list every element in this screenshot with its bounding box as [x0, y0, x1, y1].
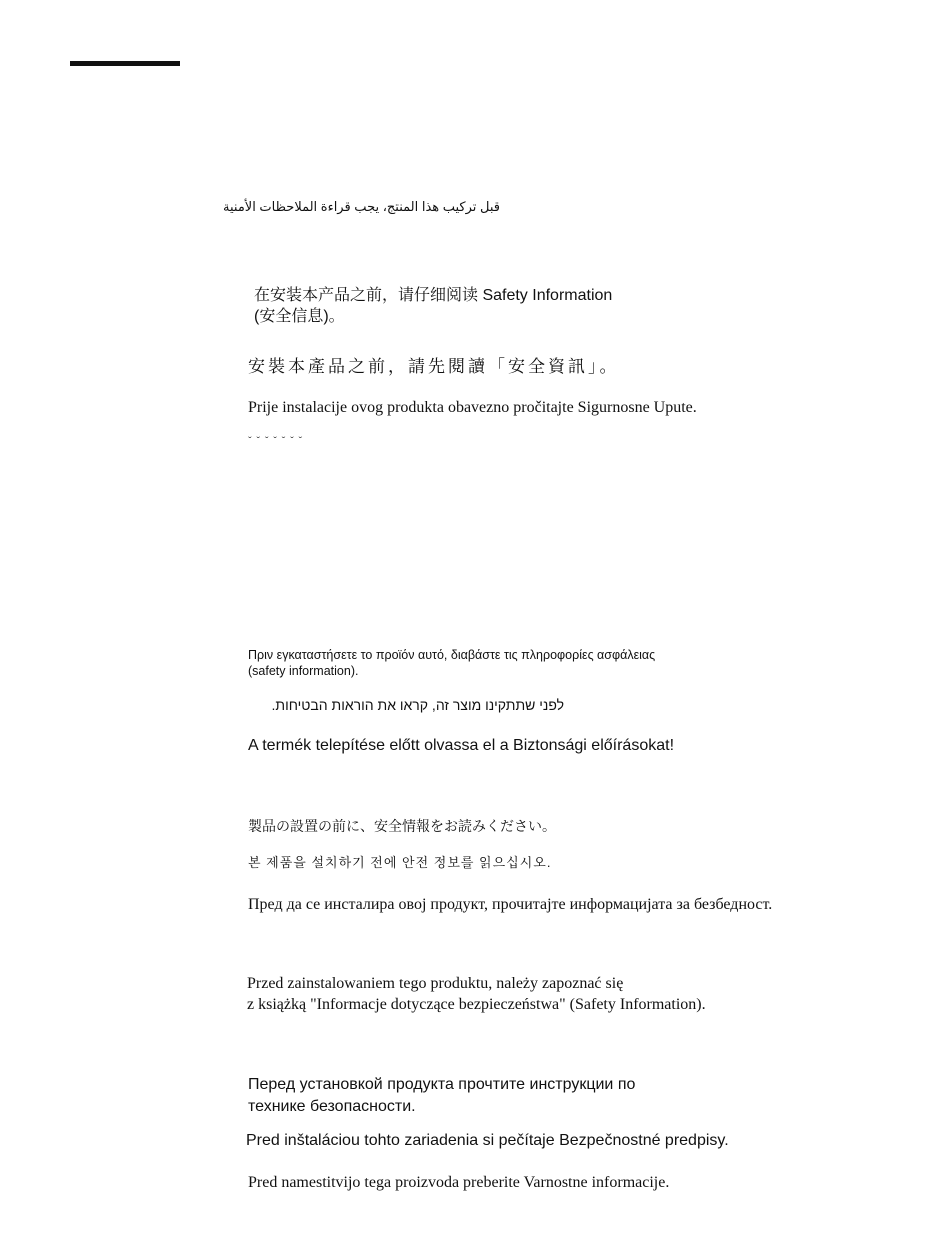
notice-greek-line-2: (safety information). — [248, 664, 359, 679]
notice-polish — [247, 974, 706, 1016]
notice-croatian: Prije instalacije ovog produkta obavezno pročitajte Sigurnosne Upute. — [248, 399, 697, 416]
notice-hebrew: לפני שתתקינו מוצר זה, קראו את הוראות הבטיחות. — [271, 697, 564, 713]
notice-polish-line-1: Przed zainstalowaniem tego produktu, należy zapoznać się — [247, 975, 624, 992]
notice-russian-line-1: Перед установкой продукта прочтите инструкции по — [248, 1076, 636, 1093]
notice-korean: 본 제품을 설치하기 전에 안전 정보를 읽으십시오. — [248, 855, 552, 870]
notice-greek-line-1: Πριν εγκαταστήσετε το προϊόν αυτό, διαβάστε τις πληροφορίες ασφάλειας — [248, 648, 656, 662]
notice-polish-line-2: z książką "Informacje dotyczące bezpieczeństwa" (Safety Information). — [247, 995, 706, 1013]
notice-slovak: Pred inštaláciou tohto zariadenia si pečítaje Bezpečnostné predpisy. — [246, 1132, 729, 1149]
header-rule — [70, 61, 180, 66]
notice-chinese-simplified-line-1: 在安装本产品之前，请仔细阅读 Safety Information — [254, 287, 613, 304]
notice-chinese-traditional: 安裝本產品之前，請先閱讀「安全資訊」。 — [248, 357, 620, 376]
notice-russian — [248, 1074, 635, 1117]
notice-chinese-simplified — [254, 286, 612, 328]
notice-arabic: قبل تركيب هذا المنتج، يجب قراءة الملاحظات الأمنية — [223, 199, 500, 214]
notice-slovenian: Pred namestitvijo tega proizvoda preberite Varnostne informacije. — [248, 1174, 670, 1191]
notice-russian-line-2: технике безопасности. — [248, 1097, 416, 1115]
notice-macedonian: Пред да се инсталира овој продукт, прочитајте информацијата за безбедност. — [248, 896, 773, 913]
notice-hungarian: A termék telepítése előtt olvassa el a Biztonsági előírásokat! — [248, 737, 675, 754]
notice-czech-fragment: ˇ ˇ ˇ ˇ ˇ ˇ ˇ — [248, 435, 304, 447]
notice-chinese-simplified-line-2: (安全信息)。 — [254, 307, 345, 325]
notice-japanese: 製品の設置の前に、安全情報をお読みください。 — [248, 818, 556, 834]
notice-greek — [248, 647, 655, 680]
